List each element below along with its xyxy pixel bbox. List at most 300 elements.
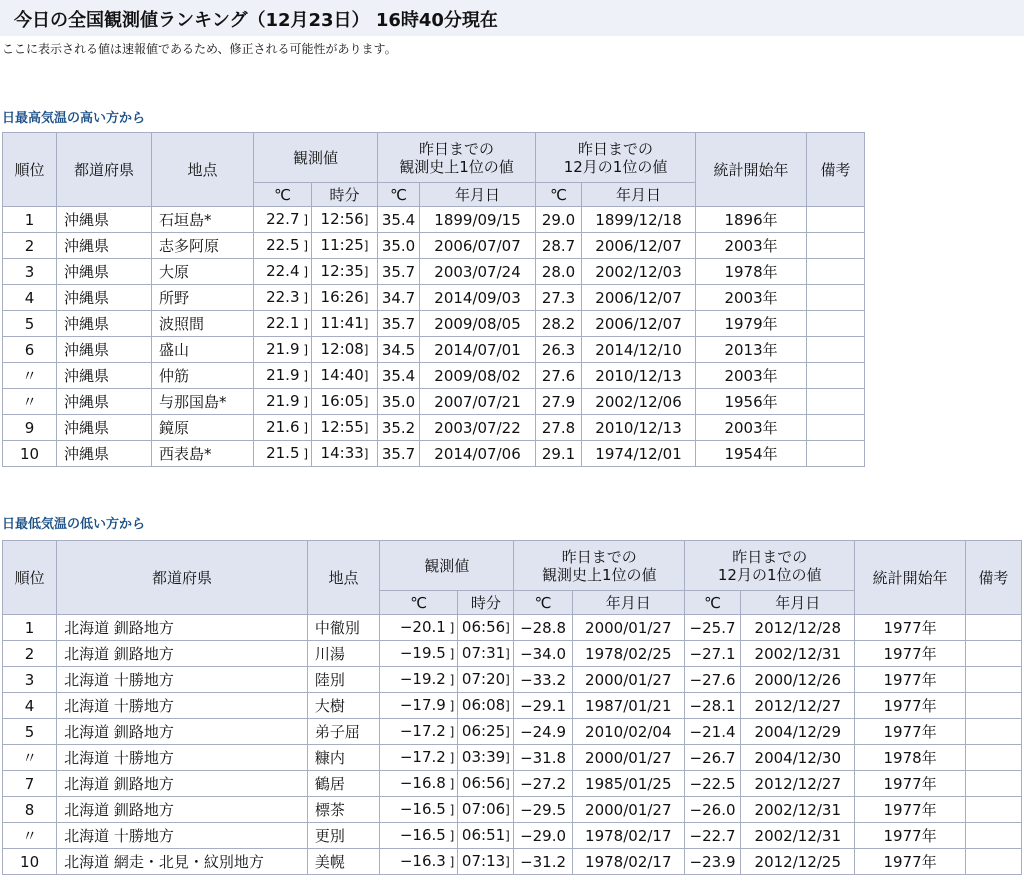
december-date-cell-text: 2006/12/07 xyxy=(595,236,682,255)
december-record-line2: 12月の1位の値 xyxy=(563,157,668,176)
prefecture-cell xyxy=(57,285,152,311)
december-date-cell-text: 2002/12/31 xyxy=(754,644,842,663)
remarks-cell xyxy=(807,311,865,337)
rank-cell xyxy=(3,415,57,441)
historic-value-cell-text: −29.1 xyxy=(520,696,567,715)
historic-date-cell xyxy=(420,389,536,415)
december-value-cell-text: 29.1 xyxy=(541,444,576,463)
rank-cell-text: 〃 xyxy=(21,392,37,411)
station-cell-text: 志多阿原 xyxy=(159,236,220,255)
station-cell xyxy=(307,849,379,875)
observed-value-cell xyxy=(254,441,312,467)
prefecture-cell xyxy=(57,363,152,389)
value-bracket-mark: ] xyxy=(445,829,455,843)
historic-value-cell-text: −31.8 xyxy=(520,748,567,767)
observed-value-cell-text: 21.9 xyxy=(266,340,300,358)
historic-date-cell-text: 1978/02/17 xyxy=(585,826,672,845)
historic-date-cell xyxy=(572,797,684,823)
observed-value-cell xyxy=(254,363,312,389)
historic-value-cell-text: 35.0 xyxy=(381,392,416,411)
historic-date-cell-text: 2014/09/03 xyxy=(434,288,521,307)
remarks-cell xyxy=(807,415,865,441)
december-date-cell-text: 2004/12/30 xyxy=(754,748,842,767)
december-value-cell-text: 27.3 xyxy=(541,288,576,307)
remarks-cell xyxy=(807,337,865,363)
start-year-cell-text: 1979年 xyxy=(724,314,778,333)
remarks-header: 備考 xyxy=(965,541,1021,615)
observed-value-cell-text: 22.4 xyxy=(266,262,300,280)
prefecture-cell-text: 沖縄県 xyxy=(64,210,110,229)
december-date-cell xyxy=(582,363,696,389)
observed-time-cell-text: 12:55 xyxy=(320,418,364,436)
low-temp-section-title: 日最低気温の低い方から xyxy=(2,517,146,532)
december-date-cell-text: 2012/12/28 xyxy=(754,618,842,637)
observed-value-header: 観測値 xyxy=(254,133,378,183)
rank-cell xyxy=(3,771,57,797)
observed-time-cell xyxy=(312,389,378,415)
december-value-cell-text: −22.7 xyxy=(689,826,736,845)
december-date-cell-text: 2004/12/29 xyxy=(754,722,842,741)
prefecture-cell-text: 北海道 釧路地方 xyxy=(64,618,174,637)
historic-date-cell xyxy=(572,615,684,641)
december-date-cell xyxy=(582,389,696,415)
observed-time-cell-text: 12:35 xyxy=(320,262,364,280)
prefecture-cell xyxy=(57,849,308,875)
start-year-cell-text: 2003年 xyxy=(724,288,778,307)
remarks-cell xyxy=(807,389,865,415)
remarks-cell xyxy=(807,363,865,389)
observed-value-cell-text: −16.5 xyxy=(399,800,446,818)
historic-date-cell-text: 1978/02/25 xyxy=(585,644,672,663)
rank-cell-text: 7 xyxy=(24,774,35,793)
station-cell-text: 大原 xyxy=(159,262,190,281)
station-cell xyxy=(307,667,379,693)
december-value-cell-text: 28.7 xyxy=(541,236,576,255)
remarks-cell xyxy=(965,641,1021,667)
historic-date-cell-text: 2000/01/27 xyxy=(585,748,672,767)
rank-cell xyxy=(3,441,57,467)
december-record-line2: 12月の1位の値 xyxy=(717,565,822,584)
december-record-line1: 昨日までの xyxy=(732,547,808,566)
station-cell xyxy=(152,311,254,337)
station-cell-text: 与那国島* xyxy=(159,392,227,411)
december-date-cell xyxy=(741,667,855,693)
station-cell-text: 波照間 xyxy=(159,314,205,333)
start-year-cell-text: 2013年 xyxy=(724,340,778,359)
december-date-cell xyxy=(582,311,696,337)
start-year-header: 統計開始年 xyxy=(696,133,807,207)
december-date-cell xyxy=(582,259,696,285)
prefecture-cell-text: 沖縄県 xyxy=(64,262,110,281)
station-cell-text: 標茶 xyxy=(314,800,345,819)
station-cell xyxy=(152,415,254,441)
observed-value-cell xyxy=(254,285,312,311)
station-cell-text: 石垣島* xyxy=(159,210,212,229)
start-year-cell xyxy=(855,745,965,771)
station-cell xyxy=(152,337,254,363)
remarks-cell xyxy=(965,771,1021,797)
station-cell-text: 盛山 xyxy=(159,340,190,359)
station-cell xyxy=(152,389,254,415)
rank-cell xyxy=(3,719,57,745)
historic-record-line1: 昨日までの xyxy=(419,139,495,158)
remarks-cell xyxy=(965,693,1021,719)
observed-time-cell-text: 14:33 xyxy=(320,444,364,462)
time-bracket-mark: ] xyxy=(363,239,369,253)
value-bracket-mark: ] xyxy=(445,751,455,765)
historic-value-cell xyxy=(378,285,420,311)
historic-value-cell xyxy=(378,337,420,363)
prefecture-cell xyxy=(57,641,308,667)
start-year-cell-text: 1977年 xyxy=(883,826,937,845)
rank-cell xyxy=(3,849,57,875)
rank-cell xyxy=(3,693,57,719)
observed-time-cell-text: 07:31 xyxy=(461,644,506,662)
station-cell xyxy=(152,441,254,467)
value-bracket-mark: ] xyxy=(445,803,455,817)
table-row xyxy=(3,363,865,389)
december-value-cell xyxy=(684,667,740,693)
december-value-cell xyxy=(684,615,740,641)
time-bracket-mark: ] xyxy=(505,777,510,791)
historic-date-cell-text: 2000/01/27 xyxy=(585,670,672,689)
december-date-cell xyxy=(582,337,696,363)
table-row xyxy=(3,849,1022,875)
observed-time-cell xyxy=(312,259,378,285)
station-header: 地点 xyxy=(307,541,379,615)
prefecture-cell-text: 北海道 十勝地方 xyxy=(64,670,174,689)
observed-value-cell-text: 22.1 xyxy=(266,314,300,332)
historic-value-cell-text: −24.9 xyxy=(520,722,567,741)
time-bracket-mark: ] xyxy=(505,855,510,869)
prefecture-cell xyxy=(57,771,308,797)
observed-value-cell xyxy=(254,389,312,415)
prefecture-cell-text: 北海道 十勝地方 xyxy=(64,826,174,845)
prefecture-cell-text: 沖縄県 xyxy=(64,418,110,437)
start-year-cell xyxy=(696,311,807,337)
start-year-cell xyxy=(855,693,965,719)
december-value-cell-text: −25.7 xyxy=(689,618,736,637)
december-date-cell-text: 2006/12/07 xyxy=(595,288,682,307)
december-date-cell xyxy=(741,771,855,797)
observed-time-cell xyxy=(312,311,378,337)
table-row xyxy=(3,259,865,285)
historic-value-cell-text: −34.0 xyxy=(520,644,567,663)
prefecture-cell xyxy=(57,667,308,693)
start-year-cell-text: 2003年 xyxy=(724,418,778,437)
december-date-cell-text: 2012/12/27 xyxy=(754,774,842,793)
december-date-cell xyxy=(741,615,855,641)
december-value-cell-text: −22.5 xyxy=(689,774,736,793)
observed-value-cell-text: 21.5 xyxy=(266,444,300,462)
time-bracket-mark: ] xyxy=(363,421,369,435)
rank-cell xyxy=(3,389,57,415)
historic-value-cell xyxy=(378,441,420,467)
start-year-cell xyxy=(855,771,965,797)
december-date-cell-text: 2012/12/25 xyxy=(754,852,842,871)
rank-cell-text: 5 xyxy=(24,314,35,333)
time-bracket-mark: ] xyxy=(363,447,369,461)
start-year-cell xyxy=(696,415,807,441)
december-date-cell xyxy=(741,849,855,875)
start-year-cell-text: 1977年 xyxy=(883,722,937,741)
december-date-cell-text: 2006/12/07 xyxy=(595,314,682,333)
december-value-cell-text: 27.9 xyxy=(541,392,576,411)
time-bracket-mark: ] xyxy=(505,673,510,687)
historic-value-cell-text: −27.2 xyxy=(520,774,567,793)
observed-value-cell-text: −16.3 xyxy=(399,852,446,870)
prefecture-cell xyxy=(57,745,308,771)
station-cell-text: 大樹 xyxy=(314,696,345,715)
remarks-cell xyxy=(965,849,1021,875)
start-year-header: 統計開始年 xyxy=(855,541,965,615)
observed-value-cell xyxy=(380,823,458,849)
observed-time-cell xyxy=(458,615,514,641)
historic-value-cell xyxy=(378,233,420,259)
start-year-cell xyxy=(696,285,807,311)
observed-value-cell-text: −16.8 xyxy=(399,774,446,792)
historic-date-cell xyxy=(420,337,536,363)
rank-cell-text: 〃 xyxy=(22,826,38,845)
december-deg-header: ℃ xyxy=(536,183,582,207)
rank-cell xyxy=(3,615,57,641)
table-row xyxy=(3,615,1022,641)
observed-time-cell-text: 12:08 xyxy=(320,340,364,358)
december-value-cell-text: −28.1 xyxy=(689,696,736,715)
historic-date-cell-text: 2003/07/24 xyxy=(434,262,521,281)
observed-value-cell-text: −19.2 xyxy=(399,670,446,688)
observed-value-cell-text: 21.9 xyxy=(266,392,300,410)
historic-value-cell xyxy=(514,823,572,849)
december-date-cell xyxy=(582,415,696,441)
prefecture-cell xyxy=(57,615,308,641)
rank-cell-text: 2 xyxy=(24,236,35,255)
value-bracket-mark: ] xyxy=(299,317,308,331)
observed-value-header: 観測値 xyxy=(380,541,514,591)
observed-time-cell xyxy=(458,667,514,693)
historic-date-cell xyxy=(420,207,536,233)
observed-time-cell xyxy=(458,745,514,771)
observed-time-cell-text: 06:51 xyxy=(461,826,506,844)
start-year-cell-text: 1977年 xyxy=(883,774,937,793)
december-date-cell-text: 2002/12/03 xyxy=(595,262,682,281)
observed-value-cell xyxy=(254,415,312,441)
historic-date-header: 年月日 xyxy=(420,183,536,207)
historic-value-cell-text: 35.0 xyxy=(381,236,416,255)
observed-deg-header: ℃ xyxy=(254,183,312,207)
prefecture-cell xyxy=(57,415,152,441)
prefecture-cell-text: 北海道 釧路地方 xyxy=(64,774,174,793)
prefecture-cell xyxy=(57,311,152,337)
prefecture-cell-text: 北海道 釧路地方 xyxy=(64,722,174,741)
observed-value-cell xyxy=(254,337,312,363)
start-year-cell xyxy=(696,337,807,363)
prefecture-cell-text: 北海道 十勝地方 xyxy=(64,748,174,767)
station-cell-text: 美幌 xyxy=(314,852,345,871)
december-value-cell xyxy=(536,233,582,259)
historic-value-cell-text: 35.7 xyxy=(381,314,416,333)
prefecture-cell xyxy=(57,233,152,259)
observed-value-cell xyxy=(380,771,458,797)
prefecture-cell-text: 北海道 釧路地方 xyxy=(64,644,174,663)
december-value-cell xyxy=(536,337,582,363)
rank-cell-text: 〃 xyxy=(21,366,37,385)
historic-value-cell-text: 35.4 xyxy=(381,210,416,229)
observed-time-cell-text: 16:26 xyxy=(320,288,364,306)
station-cell xyxy=(307,771,379,797)
december-date-cell-text: 2010/12/13 xyxy=(595,418,682,437)
observed-time-cell-text: 07:20 xyxy=(461,670,506,688)
station-cell xyxy=(152,285,254,311)
time-bracket-mark: ] xyxy=(363,343,369,357)
rank-cell-text: 5 xyxy=(24,722,35,741)
start-year-cell xyxy=(855,615,965,641)
start-year-cell-text: 1978年 xyxy=(724,262,778,281)
historic-value-cell xyxy=(378,311,420,337)
value-bracket-mark: ] xyxy=(299,343,308,357)
observed-value-cell xyxy=(254,259,312,285)
historic-date-cell xyxy=(572,771,684,797)
december-value-cell xyxy=(684,641,740,667)
observed-time-cell-text: 06:08 xyxy=(461,696,506,714)
historic-date-cell-text: 1899/09/15 xyxy=(434,210,521,229)
historic-date-cell xyxy=(420,311,536,337)
historic-date-cell-text: 2009/08/05 xyxy=(434,314,521,333)
value-bracket-mark: ] xyxy=(299,265,308,279)
rank-cell-text: 3 xyxy=(24,262,35,281)
rank-header: 順位 xyxy=(3,541,57,615)
start-year-cell xyxy=(855,667,965,693)
station-cell-text: 鏡原 xyxy=(159,418,190,437)
observed-time-cell-text: 06:56 xyxy=(461,774,506,792)
observed-value-cell-text: −19.5 xyxy=(399,644,446,662)
december-value-cell-text: −26.0 xyxy=(689,800,736,819)
station-header: 地点 xyxy=(152,133,254,207)
observed-time-header: 時分 xyxy=(458,591,514,615)
historic-date-cell-text: 1985/01/25 xyxy=(585,774,672,793)
time-bracket-mark: ] xyxy=(505,725,510,739)
december-date-cell xyxy=(582,441,696,467)
december-date-cell xyxy=(741,823,855,849)
value-bracket-mark: ] xyxy=(445,647,455,661)
table-row xyxy=(3,389,865,415)
start-year-cell xyxy=(696,259,807,285)
station-cell-text: 陸別 xyxy=(314,670,345,689)
observed-time-cell xyxy=(312,285,378,311)
remarks-cell xyxy=(807,207,865,233)
december-date-cell-text: 1974/12/01 xyxy=(595,444,682,463)
historic-value-cell-text: 35.7 xyxy=(381,262,416,281)
december-date-cell-text: 2000/12/26 xyxy=(754,670,842,689)
historic-date-cell-text: 2014/07/06 xyxy=(434,444,521,463)
prefecture-cell xyxy=(57,389,152,415)
historic-date-cell-text: 2009/08/02 xyxy=(434,366,521,385)
station-cell-text: 弟子屈 xyxy=(314,722,360,741)
start-year-cell xyxy=(855,823,965,849)
table-row xyxy=(3,693,1022,719)
historic-value-cell xyxy=(378,389,420,415)
december-value-cell xyxy=(536,441,582,467)
station-cell-text: 鶴居 xyxy=(314,774,345,793)
remarks-cell xyxy=(965,719,1021,745)
december-value-cell-text: 28.0 xyxy=(541,262,576,281)
remarks-cell xyxy=(965,823,1021,849)
start-year-cell-text: 1954年 xyxy=(724,444,778,463)
start-year-cell-text: 1896年 xyxy=(724,210,778,229)
historic-value-cell xyxy=(514,693,572,719)
historic-record-header xyxy=(378,133,536,183)
observed-time-cell xyxy=(312,363,378,389)
december-date-cell-text: 2002/12/31 xyxy=(754,826,842,845)
value-bracket-mark: ] xyxy=(299,213,308,227)
station-cell xyxy=(307,719,379,745)
december-value-cell xyxy=(536,207,582,233)
december-value-cell-text: 26.3 xyxy=(541,340,576,359)
prefecture-cell-text: 沖縄県 xyxy=(64,288,110,307)
observed-time-cell xyxy=(312,415,378,441)
rank-cell-text: 8 xyxy=(24,800,35,819)
historic-value-cell xyxy=(378,363,420,389)
december-value-cell xyxy=(684,693,740,719)
historic-date-cell xyxy=(572,823,684,849)
rank-cell-text: 6 xyxy=(24,340,35,359)
start-year-cell xyxy=(696,233,807,259)
table-row xyxy=(3,641,1022,667)
historic-value-cell xyxy=(378,207,420,233)
historic-date-cell xyxy=(572,719,684,745)
station-cell xyxy=(307,745,379,771)
historic-value-cell-text: −29.5 xyxy=(520,800,567,819)
historic-value-cell xyxy=(514,745,572,771)
historic-date-cell xyxy=(572,693,684,719)
december-date-header: 年月日 xyxy=(582,183,696,207)
december-value-cell xyxy=(536,389,582,415)
observed-value-cell-text: −16.5 xyxy=(399,826,446,844)
remarks-cell xyxy=(807,233,865,259)
low-temp-ranking-table xyxy=(2,540,1022,875)
start-year-cell-text: 1978年 xyxy=(883,748,937,767)
table-row xyxy=(3,441,865,467)
december-value-cell-text: 29.0 xyxy=(541,210,576,229)
rank-cell xyxy=(3,823,57,849)
rank-cell-text: 1 xyxy=(24,618,35,637)
observed-value-cell-text: −17.2 xyxy=(399,748,446,766)
historic-value-cell xyxy=(514,667,572,693)
december-value-cell xyxy=(536,363,582,389)
table-row xyxy=(3,719,1022,745)
rank-cell xyxy=(3,285,57,311)
start-year-cell-text: 1977年 xyxy=(883,644,937,663)
value-bracket-mark: ] xyxy=(299,239,308,253)
december-value-cell xyxy=(536,415,582,441)
time-bracket-mark: ] xyxy=(505,621,510,635)
december-value-cell-text: −21.4 xyxy=(689,722,736,741)
prefecture-cell xyxy=(57,797,308,823)
value-bracket-mark: ] xyxy=(299,369,308,383)
prefecture-cell-text: 沖縄県 xyxy=(64,236,110,255)
historic-record-line2: 観測史上1位の値 xyxy=(399,157,514,176)
observed-time-cell xyxy=(458,823,514,849)
historic-value-cell-text: 34.5 xyxy=(381,340,416,359)
observed-time-cell-text: 06:56 xyxy=(461,618,506,636)
station-cell-text: 仲筋 xyxy=(159,366,190,385)
start-year-cell-text: 1977年 xyxy=(883,696,937,715)
rank-cell-text: 2 xyxy=(24,644,35,663)
observed-time-cell xyxy=(312,233,378,259)
historic-value-cell-text: −33.2 xyxy=(520,670,567,689)
station-cell xyxy=(307,797,379,823)
time-bracket-mark: ] xyxy=(505,647,510,661)
